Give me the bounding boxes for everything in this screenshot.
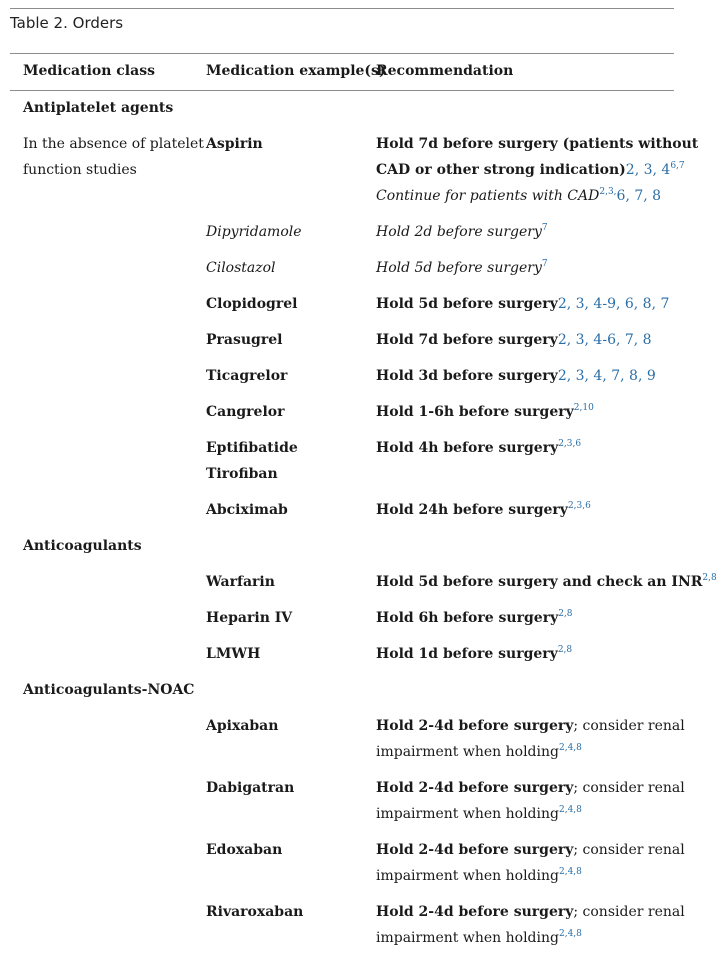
drug-cilostazol: Cilostazol — [206, 260, 276, 276]
rec-cangrelor-text: Hold 1-6h before surgery — [376, 404, 574, 420]
drug-rivaroxaban: Rivaroxaban — [206, 904, 304, 920]
rec-edoxaban-line2 — [376, 863, 582, 889]
rec-noac-rest: ; consider renal — [573, 842, 685, 858]
rec-dabigatran-line1 — [376, 775, 685, 801]
rec-apixaban-line1 — [376, 713, 685, 739]
rec-abciximab — [376, 497, 591, 523]
drug-clopidogrel: Clopidogrel — [206, 296, 298, 312]
drug-dabigatran: Dabigatran — [206, 780, 295, 796]
rec-clopidogrel-text: Hold 5d before surgery — [376, 296, 558, 312]
rec-aspirin-line3 — [376, 183, 661, 209]
rec-ticagrelor-text: Hold 3d before surgery — [376, 368, 558, 384]
drug-warfarin: Warfarin — [206, 574, 275, 590]
rec-aspirin-line1: Hold 7d before surgery (patients without — [376, 136, 699, 152]
ref-links[interactable]: 6, 7, 8 — [616, 188, 662, 204]
rec-prasugrel — [376, 327, 652, 353]
rec-edoxaban-line1 — [376, 837, 685, 863]
ref-sup[interactable]: 2,10 — [573, 403, 594, 413]
rec-cilostazol-text: Hold 5d before surgery — [376, 260, 542, 276]
ref-sup[interactable]: 2,4,8 — [558, 867, 582, 877]
ref-sup[interactable]: 2,8 — [558, 609, 573, 619]
rec-noac-rest: ; consider renal — [573, 718, 685, 734]
drug-tirofiban: Tirofiban — [206, 466, 278, 482]
rec-warfarin-text: Hold 5d before surgery and check an INR — [376, 574, 703, 590]
drug-heparin: Heparin IV — [206, 610, 293, 626]
ref-sup[interactable]: 2,8 — [557, 645, 573, 655]
rec-prasugrel-text: Hold 7d before surgery — [376, 332, 558, 348]
rec-aspirin-line2-text: CAD or other strong indication) — [376, 162, 626, 178]
drug-prasugrel: Prasugrel — [206, 332, 283, 348]
rec-warfarin — [376, 569, 717, 595]
ref-sup[interactable]: 7 — [541, 259, 548, 269]
rec-rivaroxaban-line1 — [376, 899, 685, 925]
section-antiplatelet: Antiplatelet agents — [23, 100, 174, 116]
drug-abciximab: Abciximab — [206, 502, 288, 518]
rec-lmwh — [376, 641, 572, 667]
ref-sup[interactable]: 2,8 — [702, 573, 717, 583]
rec-dipyridamole — [376, 219, 548, 245]
rec-rivaroxaban-line2 — [376, 925, 582, 951]
rec-apixaban-line2 — [376, 739, 582, 765]
section-anticoagulants: Anticoagulants — [23, 538, 142, 554]
rec-clopidogrel — [376, 291, 669, 317]
header-bottom-rule — [10, 90, 674, 91]
drug-aspirin: Aspirin — [206, 136, 263, 152]
rec-aspirin-line3-text: Continue for patients with CAD — [376, 188, 600, 204]
drug-cangrelor: Cangrelor — [206, 404, 285, 420]
rec-dipyridamole-text: Hold 2d before surgery — [376, 224, 542, 240]
rec-eptifibatide — [376, 435, 581, 461]
ref-sup[interactable]: 2,3, — [599, 187, 617, 197]
ref-sup[interactable]: 2,3,6 — [567, 501, 591, 511]
rec-noac-line2: impairment when holding — [376, 930, 559, 946]
column-header-recommendation: Recommendation — [376, 63, 514, 79]
ref-links[interactable]: 2, 3, 4, 7, 8, 9 — [557, 368, 656, 384]
rec-noac-bold: Hold 2-4d before surgery — [376, 718, 574, 734]
rec-lmwh-text: Hold 1d before surgery — [376, 646, 558, 662]
rec-noac-bold: Hold 2-4d before surgery — [376, 842, 574, 858]
drug-eptifibatide: Eptifibatide — [206, 440, 298, 456]
column-header-example: Medication example(s) — [206, 63, 386, 79]
ref-sup[interactable]: 2,4,8 — [558, 929, 582, 939]
rec-ticagrelor — [376, 363, 656, 389]
rec-heparin — [376, 605, 573, 631]
rec-cangrelor — [376, 399, 594, 425]
rec-aspirin-line2 — [376, 157, 685, 183]
drug-ticagrelor: Ticagrelor — [206, 368, 288, 384]
subclass-line2: function studies — [23, 162, 137, 178]
drug-edoxaban: Edoxaban — [206, 842, 283, 858]
subclass-line1: In the absence of platelet — [23, 136, 204, 152]
header-top-rule — [10, 53, 674, 54]
drug-apixaban: Apixaban — [206, 718, 279, 734]
table-caption: Table 2. Orders — [10, 8, 674, 32]
rec-abciximab-text: Hold 24h before surgery — [376, 502, 568, 518]
column-header-class: Medication class — [23, 63, 155, 79]
rec-noac-bold: Hold 2-4d before surgery — [376, 780, 574, 796]
rec-noac-rest: ; consider renal — [573, 780, 685, 796]
rec-noac-line2: impairment when holding — [376, 868, 559, 884]
ref-sup[interactable]: 2,3,6 — [558, 439, 582, 449]
ref-links[interactable]: 2, 3, 4-9, 6, 8, 7 — [557, 296, 670, 312]
rec-noac-rest: ; consider renal — [573, 904, 685, 920]
ref-links[interactable]: 2, 3, 4-6, 7, 8 — [557, 332, 652, 348]
drug-dipyridamole: Dipyridamole — [206, 224, 302, 240]
rec-noac-bold: Hold 2-4d before surgery — [376, 904, 574, 920]
ref-sup[interactable]: 2,4,8 — [558, 805, 582, 815]
ref-sup[interactable]: 2,4,8 — [558, 743, 582, 753]
rec-heparin-text: Hold 6h before surgery — [376, 610, 559, 626]
ref-sup[interactable]: 7 — [541, 223, 548, 233]
rec-noac-line2: impairment when holding — [376, 744, 559, 760]
section-noac: Anticoagulants-NOAC — [23, 682, 195, 698]
rec-cilostazol — [376, 255, 548, 281]
rec-eptifibatide-text: Hold 4h before surgery — [376, 440, 559, 456]
ref-sup[interactable]: 6,7 — [670, 161, 685, 171]
rec-dabigatran-line2 — [376, 801, 582, 827]
ref-links[interactable]: 2, 3, 4 — [625, 162, 671, 178]
rec-noac-line2: impairment when holding — [376, 806, 559, 822]
drug-lmwh: LMWH — [206, 646, 261, 662]
